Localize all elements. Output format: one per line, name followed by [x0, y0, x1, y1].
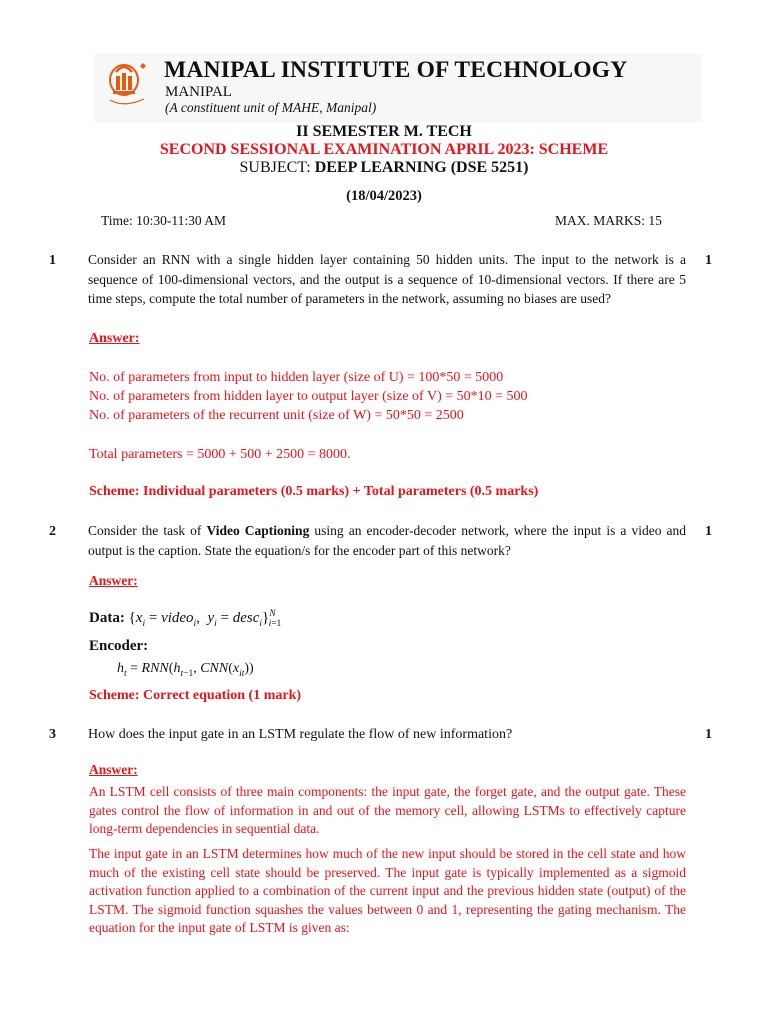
answer-1-line-3: No. of parameters of the recurrent unit (size of W) = 50*50 = 2500: [89, 408, 464, 423]
semester-title: II SEMESTER M. TECH: [296, 123, 472, 140]
max-marks: MAX. MARKS: 15: [555, 213, 662, 228]
question-2-scheme: Scheme: Correct equation (1 mark): [89, 688, 302, 703]
data-label: Data:: [89, 610, 125, 626]
question-1-answer-label: Answer:: [89, 331, 140, 346]
subject-name: DEEP LEARNING (DSE 5251): [314, 159, 529, 176]
question-2-marks: 1: [705, 524, 712, 539]
question-1-number: 1: [49, 253, 56, 268]
institute-constituent: (A constituent unit of MAHE, Manipal): [165, 100, 377, 115]
question-2-number: 2: [49, 524, 56, 539]
encoder-equation: $h_t = RNN(h_{t-1}$, $CNN(x_{it})$): [117, 661, 254, 679]
subject-line: [0, 159, 768, 177]
institute-logo-icon: [104, 58, 162, 110]
exam-date: (18/04/2023): [346, 188, 422, 204]
institute-location: MANIPAL: [165, 84, 232, 100]
data-equation: Data: {$x_i$ = video$_i$, $y_i$ = desc$_i$}$^N_{i=1}$: [89, 609, 282, 629]
question-2-text-after: using an encoder-decoder network, where the input is a video and output is the caption. State the equation/s for the encoder part of this network?: [88, 523, 686, 558]
question-1-scheme: Scheme: Individual parameters (0.5 marks) + Total parameters (0.5 marks): [89, 484, 539, 499]
question-2-answer-label: Answer:: [89, 573, 138, 588]
answer-1-line-1: No. of parameters from input to hidden layer (size of U) = 100*50 = 5000: [89, 370, 504, 385]
subject-label: SUBJECT:: [239, 159, 311, 176]
encoder-label-text: Encoder:: [89, 638, 149, 654]
institute-name: MANIPAL INSTITUTE OF TECHNOLOGY: [164, 57, 628, 83]
encoder-label: [89, 638, 148, 655]
answer-1-total: Total parameters = 5000 + 500 + 2500 = 8000.: [89, 447, 351, 462]
question-3-answer-label: Answer:: [89, 762, 138, 777]
question-1-text: Consider an RNN with a single hidden layer containing 50 hidden units. The input to the network is a sequence of 100-dimensional vectors, and the output is a sequence of 10-dimensional vectors. If there are 5 time steps, compute the total number of parameters in the network, assuming no biases are used?: [88, 252, 686, 306]
question-3-marks: 1: [705, 727, 712, 742]
question-3-text: How does the input gate in an LSTM regulate the flow of new information?: [88, 727, 513, 742]
answer-1-line-2: No. of parameters from hidden layer to output layer (size of V) = 50*10 = 500: [89, 389, 528, 404]
question-2-text-bold: Video Captioning: [206, 523, 310, 538]
question-2-text: [88, 521, 686, 560]
exam-title: SECOND SESSIONAL EXAMINATION APRIL 2023: SCHEME: [159, 141, 609, 158]
question-2-text-before: Consider the task of: [88, 523, 207, 538]
question-3-number: 3: [49, 727, 56, 742]
answer-3-paragraph-2: The input gate in an LSTM determines how much of the new input should be stored in the cell state and how much of the existing cell state should be preserved. The input gate is typically implemented as a sigmoid activation function applied to a combination of the current input and the previous hidden state (output) of the LSTM. The sigmoid function squashes the values between 0 and 1, representing the gating mechanism. The equation for the input gate of LSTM is given as:: [89, 846, 686, 935]
exam-time: Time: 10:30-11:30 AM: [101, 213, 227, 228]
answer-3-paragraph-1: An LSTM cell consists of three main components: the input gate, the forget gate, and the output gate. These gates control the flow of information in and out of the memory cell, allowing LSTMs to effectively capture long-term dependencies in sequential data.: [89, 784, 686, 836]
question-1-marks: 1: [705, 253, 712, 268]
